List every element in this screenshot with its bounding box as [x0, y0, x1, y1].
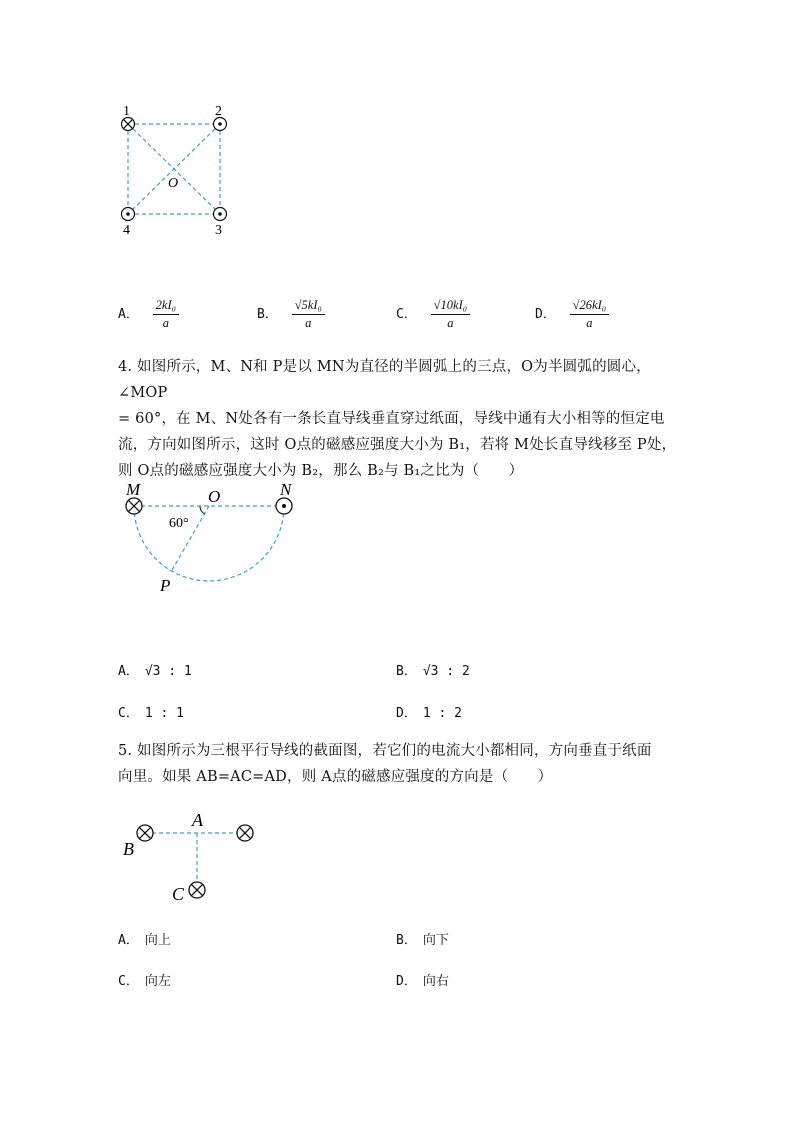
- q5-option-a[interactable]: [118, 929, 171, 948]
- q4-option-d[interactable]: [396, 702, 462, 721]
- q4-line-3: 流，方向如图所示，这时 O点的磁感应强度大小为 B₁，若将 M处长直导线移至 P处，: [118, 437, 677, 453]
- question-4-text: [118, 354, 688, 484]
- q4-option-a[interactable]: [118, 660, 192, 679]
- option-text: 向下: [422, 933, 449, 948]
- option-letter: A．: [118, 664, 139, 679]
- wire-n-out-of-page-icon: [276, 498, 292, 514]
- label-2: 2: [215, 104, 222, 119]
- option-letter: B．: [396, 664, 417, 679]
- q4-line-4: 则 O点的磁感应强度大小为 B₂，那么 B₂与 B₁之比为（ ）: [118, 463, 524, 479]
- q5-option-b[interactable]: [396, 929, 449, 948]
- q5-option-d[interactable]: [396, 970, 449, 989]
- option-text: 向右: [422, 974, 449, 989]
- wire-3-out-of-page-icon: [214, 208, 227, 221]
- option-numerator: 2kI₀: [153, 298, 179, 315]
- q3-option-b[interactable]: [257, 298, 325, 331]
- label-n: N: [280, 480, 292, 499]
- option-letter: D．: [396, 974, 417, 989]
- option-denominator: a: [305, 316, 312, 330]
- option-letter: A．: [118, 933, 139, 948]
- q4-option-b[interactable]: [396, 660, 470, 679]
- option-numerator: √5kI₀: [292, 298, 325, 315]
- label-3: 3: [215, 223, 222, 238]
- option-denominator: a: [447, 316, 454, 330]
- wire-b-into-page-icon: [137, 825, 153, 841]
- label-b: B: [123, 839, 134, 859]
- option-numerator: √26kI₀: [570, 298, 609, 315]
- q3-option-c[interactable]: [396, 298, 470, 331]
- wire-2-out-of-page-icon: [214, 118, 227, 131]
- wire-4-out-of-page-icon: [122, 208, 135, 221]
- label-o: O: [208, 487, 221, 506]
- question-5-text: [118, 738, 688, 790]
- q4-option-c[interactable]: [118, 702, 184, 721]
- wire-c-into-page-icon: [189, 882, 205, 898]
- label-center-o: O: [168, 176, 179, 191]
- option-text: √3 : 2: [422, 664, 470, 679]
- option-letter: C．: [396, 307, 417, 322]
- label-a: A: [192, 810, 203, 830]
- q5-line-2: 向里。如果 AB=AC=AD，则 A点的磁感应强度的方向是（ ）: [118, 769, 553, 785]
- option-letter: C．: [118, 706, 139, 721]
- figure-semicircle: [112, 478, 312, 600]
- option-letter: A．: [118, 307, 139, 322]
- label-1: 1: [123, 104, 130, 119]
- q5-line-1: 5. 如图所示为三根平行导线的截面图，若它们的电流大小都相同，方向垂直于纸面: [118, 743, 652, 759]
- option-text: √3 : 1: [144, 664, 192, 679]
- option-letter: B．: [257, 307, 278, 322]
- option-letter: D．: [535, 307, 556, 322]
- wire-d-into-page-icon: [237, 825, 253, 841]
- q3-option-a[interactable]: [118, 298, 179, 331]
- label-angle: 60°: [169, 516, 189, 531]
- option-letter: C．: [118, 974, 139, 989]
- option-numerator: √10kI₀: [431, 298, 470, 315]
- label-4: 4: [123, 223, 130, 238]
- figure-square-wires: [110, 98, 240, 238]
- label-p: P: [160, 576, 171, 595]
- label-c: C: [172, 884, 185, 904]
- q5-option-c[interactable]: [118, 970, 171, 989]
- option-text: 向左: [144, 974, 171, 989]
- wire-1-into-page-icon: [122, 118, 135, 131]
- option-text: 1 : 2: [422, 706, 462, 721]
- label-m: M: [126, 480, 141, 499]
- option-text: 向上: [144, 933, 171, 948]
- option-text: 1 : 1: [144, 706, 184, 721]
- figure-three-wires: [112, 808, 272, 908]
- q4-line-1: 4. 如图所示，M、N和 P是以 MN为直径的半圆弧上的三点，O为半圆弧的圆心，∠MOP: [118, 359, 651, 401]
- wire-m-into-page-icon: [126, 498, 142, 514]
- option-denominator: a: [162, 316, 169, 330]
- option-letter: D．: [396, 706, 417, 721]
- option-denominator: a: [586, 316, 593, 330]
- q3-option-d[interactable]: [535, 298, 609, 331]
- option-letter: B．: [396, 933, 417, 948]
- q4-line-2: = 60°，在 M、N处各有一条长直导线垂直穿过纸面，导线中通有大小相等的恒定电: [118, 411, 665, 427]
